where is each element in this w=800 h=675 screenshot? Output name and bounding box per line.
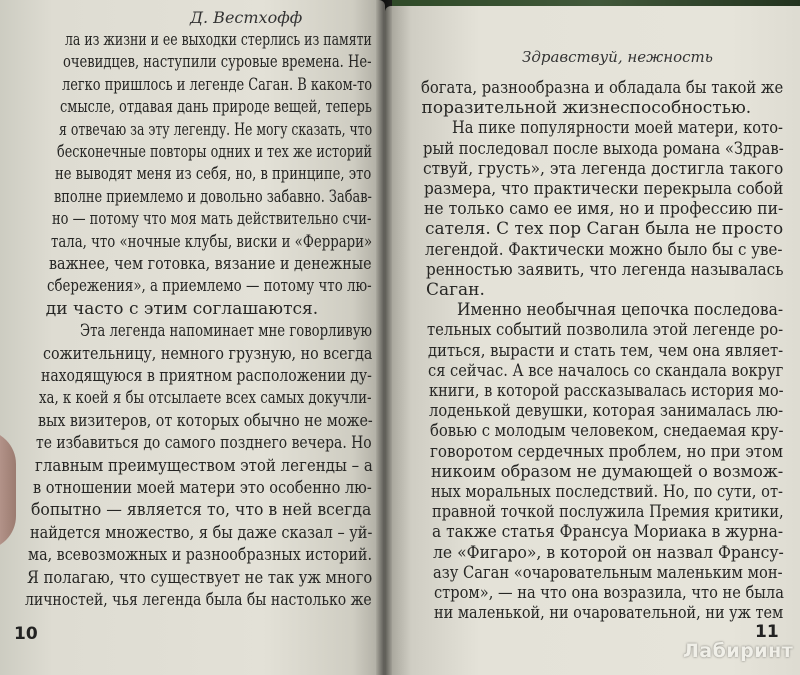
text-line: тала, что «ночные клубы, виски и «Феррари» xyxy=(50,231,372,252)
text-line: размера, что практически перекрыла собой xyxy=(423,179,783,199)
text-line: сбережения», а приемлемо — потому что лю- xyxy=(47,276,373,297)
left-page-number: 10 xyxy=(14,624,38,644)
left-running-head: Д. Вестхофф xyxy=(190,8,303,27)
text-line: ла из жизни и ее выходки стерлись из памяти xyxy=(65,30,372,50)
text-line: важнее, чем готовка, вязание и денежные xyxy=(49,254,372,274)
text-line: ни маленькой, ни очаровательной, ни уж тем xyxy=(434,603,784,624)
text-line: правной точкой послужила Премия критики, xyxy=(431,502,784,523)
text-line: рый последовал после выхода романа «Здрав- xyxy=(422,138,784,159)
text-line: Я полагаю, что существует не так уж много xyxy=(26,567,372,588)
text-line: ле «Фигаро», в которой он назвал Франсу- xyxy=(432,542,784,563)
text-line: Именно необычная цепочка последова- xyxy=(456,300,783,321)
text-line: ха, к коей я бы отсылаете всех самых докучли- xyxy=(39,388,372,409)
text-line: вых визитеров, от которых обычно не може- xyxy=(37,410,373,431)
text-line: ма, всевозможных и разнообразных историй. xyxy=(28,545,373,566)
left-page xyxy=(0,0,385,675)
text-line: легендой. Фактически можно было бы с уве- xyxy=(425,239,783,260)
text-line: книги, в которой рассказывалась история мо- xyxy=(428,381,784,401)
text-line: стром», — на что она возразила, что не была xyxy=(433,583,784,603)
text-line: не выводят меня из себя, но, в принципе, это xyxy=(55,164,372,185)
text-line: поразительной жизнеспособностью. xyxy=(421,98,752,119)
text-line: ренностью заявить, что легенда называлась xyxy=(425,259,783,280)
text-line: ствуй, грусть», эта легенда достигла такого xyxy=(423,158,784,179)
text-line: Эта легенда напоминает мне говорливую xyxy=(80,321,373,342)
text-line: но — потому что моя мать действительно счи- xyxy=(52,209,372,230)
text-line: ся сейчас. А все началось со скандала вокруг xyxy=(428,360,784,381)
text-line: ных моральных последствий. Но, по сути, от- xyxy=(431,482,784,502)
text-line: не только само ее имя, но и профессию пи- xyxy=(424,199,784,220)
text-line: бовью с молодым человеком, снедаемая кру- xyxy=(429,421,783,442)
text-line: сателя. С тех пор Саган была не просто xyxy=(424,219,783,240)
text-line: азу Саган «очаровательным маленьким мон- xyxy=(433,562,783,583)
text-line: Саган. xyxy=(426,280,485,300)
text-line: находящуюся в приятном расположении ду- xyxy=(41,366,372,386)
text-line: диться, вырасти и стать тем, чем она являет- xyxy=(427,340,783,361)
text-line: говоротом сердечных проблем, но при этом xyxy=(430,441,784,462)
text-line: бесконечные повторы одних и тех же историй xyxy=(57,142,373,162)
watermark: Лабиринт xyxy=(683,640,794,662)
text-line: тельных событий позволила этой легенде ро- xyxy=(427,320,784,341)
text-line: богата, разнообразна и обладала бы такой же xyxy=(421,78,784,98)
text-line: найдется множество, я бы даже сказал – уй- xyxy=(29,522,373,543)
text-line: я отвечаю за эту легенду. Не могу сказать, что xyxy=(58,119,372,140)
text-line: те избавиться до самого позднего вечера. Но xyxy=(36,433,372,454)
text-line: а также статья Франсуа Мориака в журна- xyxy=(432,522,784,543)
text-line: лоденькой девушки, которая занималась лю- xyxy=(429,401,784,422)
text-line: очевидцев, наступили суровые времена. Не- xyxy=(63,52,372,73)
right-page xyxy=(385,6,800,675)
text-line: смысле, отдавая дань природе вещей, теперь xyxy=(60,97,373,118)
text-line: бопытно — является то, что в ней всегда xyxy=(31,500,372,521)
text-line: никоим образом не думающей о возмож- xyxy=(430,461,783,482)
right-running-head: Здравствуй, нежность xyxy=(522,48,713,66)
text-line: личностей, чья легенда была бы настолько же xyxy=(25,590,372,610)
right-page-number: 11 xyxy=(755,622,779,642)
text-line: На пике популярности моей матери, кото- xyxy=(452,118,784,139)
text-line: легко пришлось и легенде Саган. В каком-то xyxy=(61,74,372,95)
text-line: главным преимуществом этой легенды – а xyxy=(34,455,373,476)
text-line: сожительницу, немного грузную, но всегда xyxy=(42,343,372,364)
text-line: в отношении моей матери это особенно лю- xyxy=(33,478,372,498)
text-line: ди часто с этим соглашаются. xyxy=(45,298,319,319)
text-line: вполне приемлемо и довольно забавно. Забав- xyxy=(53,186,372,207)
book-gutter xyxy=(376,0,392,675)
